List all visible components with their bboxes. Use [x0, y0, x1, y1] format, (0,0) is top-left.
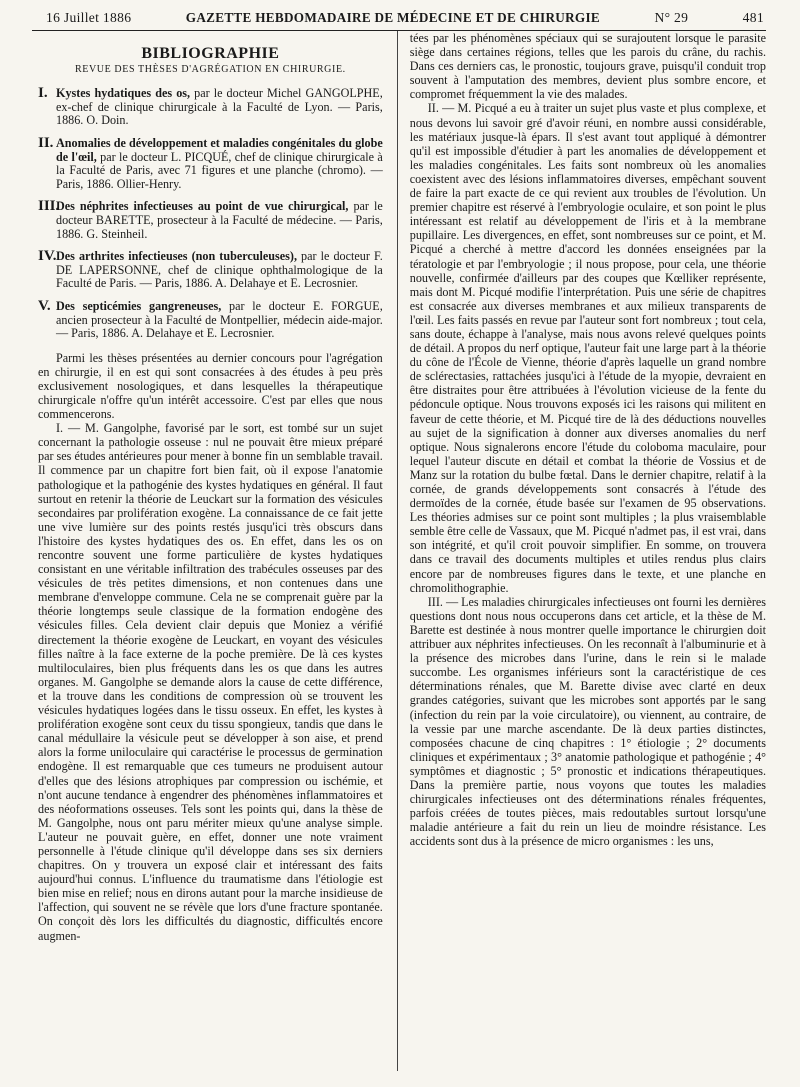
issue-number: N° 29: [654, 10, 689, 25]
left-column: [32, 31, 383, 1071]
thesis-entry: [38, 250, 383, 291]
thesis-number: IV.: [38, 248, 57, 265]
thesis-title: Des septicémies gangreneuses,: [56, 298, 222, 313]
right-column: [397, 31, 766, 1071]
thesis-citation: par le docteur Michel GANGOLPHE, ex-chef de clinique chirurgicale à la Faculté de Lyon. — Paris, 1886. O. Doin.: [56, 86, 383, 128]
thesis-title: Des arthrites infectieuses (non tuberculeuses),: [56, 249, 297, 264]
thesis-number: I.: [38, 85, 48, 102]
thesis-number: II.: [38, 134, 54, 151]
section-subtitle: REVUE DES THÈSES D'AGRÉGATION EN CHIRURGIE.: [75, 64, 346, 76]
page-number: 481: [742, 10, 764, 25]
thesis-entry: [38, 297, 383, 341]
thesis-citation: par le docteur E. FORGUE, ancien prosecteur à la Faculté de Montpellier, médecin aide-major. — Paris, 1886. A. Delahaye et E. Lecrosnier.: [56, 298, 383, 341]
body-paragraph: III. — Les maladies chirurgicales infectieuses ont fourni les dernières questions dont nous nous occuperons dans cet article, et la thèse de M. Barette est destinée à nous montrer quelle importance le chirurgien doit attribuer aux néphrites infectieuses. On les reconnaît à l'albuminurie et à la présence des microbes dans l'urine, dans le rein si le malade succombe. Les organismes inférieurs sont la caractéristique de ces déterminations rénales, que M. Barette divise avec clarté en deux grandes catégories, suivant que les microbes sont apportés par le sang (infection du rein par la voie circulatoire), ou viennent, au contraire, de la vessie par une marche ascendante. De là deux parties distinctes, composées chacune de cinq chapitres : 1° étiologie ; 2° documents cliniques et expérimentaux ; 3° anatomie pathologique et pathogénie ; 4° symptômes et diagnostic ; 5° pronostic et indications thérapeutiques. Dans la première partie, nous voyons que toutes les maladies chirurgicales infectieuses ont des déterminations rénales fréquentes, parfois créées de toutes pièces, mais redoutables surtout lorsqu'une maladie antérieure a fait du rein un lieu de moindre résistance. Les accidents sont dus à la présence de micro organismes : les uns,: [409, 594, 766, 849]
running-header: [32, 10, 766, 31]
thesis-number: III.: [38, 198, 60, 215]
issue-date: 16 Juillet 1886: [46, 10, 132, 25]
thesis-title: Des néphrites infectieuses au point de vue chirurgical,: [56, 199, 349, 214]
body-paragraph: I. — M. Gangolphe, favorisé par le sort, est tombé sur un sujet concernant la pathologie osseuse : nul ne pouvait être mieux préparé par ses études antérieures pour mener à bonne fin un semblable travail. Il commence par un chapitre fort bien fait, où il expose l'anatomie pathologique et la pathogénie des kystes hydatiques en général. Il faut surtout en retenir la théorie de Leuckart sur la formation des vésicules secondaires par prolifération exogène. La connaissance de ce fait jette une vive lumière sur des points restés jusqu'ici très obscurs dans l'histoire des kystes hydatiques des os. En effet, dans les os on rencontre souvent une forme particulière de kystes hydatiques consistant en une véritable infiltration des trabécules osseuses par des vésicules de très petites dimensions, et non contenues dans une membrane d'enveloppe commune. Cela ne se comprenait guère par la théorie longtemps seule classique de la formation endogène des vésicules filles. Cela devient clair depuis que Moniez a vérifié directement la théorie exogène de Leuckart, en voyant des vésicules filles naître à la face externe de la poche première. De là ces kystes multiloculaires, bien plus fréquents dans les os que dans les autres organes. M. Gangolphe se demande alors la cause de cette différence, et la trouve dans les conditions de compression où se trouvent les vésicules hydatiques logées dans le tissu osseux. En effet, les kystes à prolifération exogène sont ceux du tissu spongieux, tandis que dans le canal médullaire la vésicule peut se développer à son aise, et prend alors la forme uniloculaire qui caractérise le processus de germination endogène. Il est remarquable que ces tumeurs ne produisent autour d'elles que des lésions atrophiques par compression ou ischémie, et n'ont aucune tendance à engendrer des phénomènes inflammatoires et des néoformations osseuses. Tels sont les points qui, dans la thèse de M. Gangolphe, nous ont paru mériter mieux qu'une analyse simple. L'auteur ne pouvait guère, en effet, donner une note vraiment personnelle à l'étude clinique qu'il développe dans ses six derniers chapitres. On y trouvera un exposé clair et intéressant des faits aujourd'hui connus. L'influence du traumatisme dans l'étiologie est bien mise en relief; nous en dirons autant pour la marche insidieuse de l'affection, qui souvent ne se révèle que lors d'une fracture spontanée. On conçoit dès lors les difficultés du diagnostic, difficultés encore augmen-: [38, 421, 383, 943]
section-title: BIBLIOGRAPHIE: [141, 45, 280, 62]
thesis-title: Anomalies de développement et maladies congénitales du globe de l'œil,: [56, 135, 383, 164]
journal-title: GAZETTE HEBDOMADAIRE DE MÉDECINE ET DE CHIRURGIE: [185, 10, 601, 25]
thesis-title: Kystes hydatiques des os,: [56, 86, 191, 101]
body-paragraph: Parmi les thèses présentées au dernier concours pour l'agrégation en chirurgie, il en est qui sont consacrées à des études à peu près exclusivement nosologiques, et dans lesquelles la thérapeutique chirurgicale n'offre qu'un intérêt accessoire. C'est par elles que nous commencerons.: [38, 350, 383, 422]
thesis-number: V.: [38, 297, 51, 314]
thesis-entry: [38, 134, 383, 191]
body-paragraph: tées par les phénomènes spéciaux qui se surajoutent lorsque le parasite siège dans certaines régions, telles que les parois du crâne, du rachis. Dans ces derniers cas, le pronostic, toujours grave, puisqu'il conduit trop souvent à l'amputation des membres, devient plus sombre encore, et compromet fréquemment la vie des malades.: [409, 31, 766, 102]
thesis-citation: par le docteur BARETTE, prosecteur à la Faculté de médecine. — Paris, 1886. G. Steinheil.: [56, 199, 383, 241]
thesis-citation: par le docteur F. DE LAPERSONNE, chef de clinique ophthalmologique de la Faculté de Paris. — Paris, 1886. A. Delahaye et E. Lecrosnier.: [56, 249, 383, 291]
thesis-citation: par le docteur L. PICQUÉ, chef de clinique chirurgicale à la Faculté de Paris, avec 71 figures et une planche (chromo). — Paris, 1886. Ollier-Henry.: [56, 149, 383, 191]
thesis-entry: [38, 87, 383, 128]
body-paragraph: II. — M. Picqué a eu à traiter un sujet plus vaste et plus complexe, et nous devons lui savoir gré d'avoir réuni, en nombre aussi considérable, les matériaux jusque-là épars. Il s'est avant tout appliqué à démontrer qu'il est impossible d'étudier à part les anomalies de développement et les maladies congénitales. Les faits sont nombreux où les anomalies coexistent avec des lésions inflammatoires diverses, empêchant souvent de faire la part exacte de ce qui revient aux troubles de l'évolution. Un premier chapitre est réservé à l'embryologie oculaire, et son point le plus intéressant est relatif au développement de l'iris et à la membrane pupillaire. Les divergences, en effet, sont nombreuses sur ce point, et M. Picqué a cherché à mettre d'accord les données enseignées par la tératologie et par l'embryologie ; il nous propose, pour cela, une théorie nouvelle, confirmée d'ailleurs par des coupes que Kœlliker représente, mais dont M. Picqué modifie l'interprétation. Puis une série de chapitres est consacrée aux diverses membranes et aux milieux transparents de l'œil. Les faits passés en revue par l'auteur sont fort nombreux ; tout cela, sans doute, échappe à l'analyse, mais nous avons relevé quelques points de détail. A propos du nerf optique, l'auteur fait une large part à la théorie du cône de l'École de Vienne, théorie d'après laquelle un grand nombre de sclérectasies, rattachées jusqu'ici à l'étude de la myopie, devraient en être distraites pour être attribuées à l'évolution vicieuse de la fente du pédoncule optique. Nous trouvons exposés ici les raisons qui militent en faveur de cette théorie, et M. Picqué tire de là des déductions nouvelles au sujet de la signification à donner aux diverses anomalies du nerf optique. Nous signalerons encore l'étude du coloboma maculaire, pour lequel l'auteur discute en détail et combat la théorie de Vossius et de Manz sur la rotation du bulbe fœtal. Dans le dernier chapitre, relatif à la cornée, de grands développements sont consacrés à l'étude des dermoïdes de la cornée, étude basée sur l'examen de 95 observations. Les théories admises sur ce point sont multiples ; la plus vraisemblable semble être celle de Vassaux, que M. Picqué n'admet pas, il est vrai, dans son intégrité, et qu'il croit pouvoir simplifier. En somme, on trouvera dans ce travail des documents multiples et utiles rendus plus clairs encore par de nombreuses figures dans le texte, et une planche en chromolithographie.: [409, 101, 766, 595]
thesis-entry: [38, 200, 383, 241]
